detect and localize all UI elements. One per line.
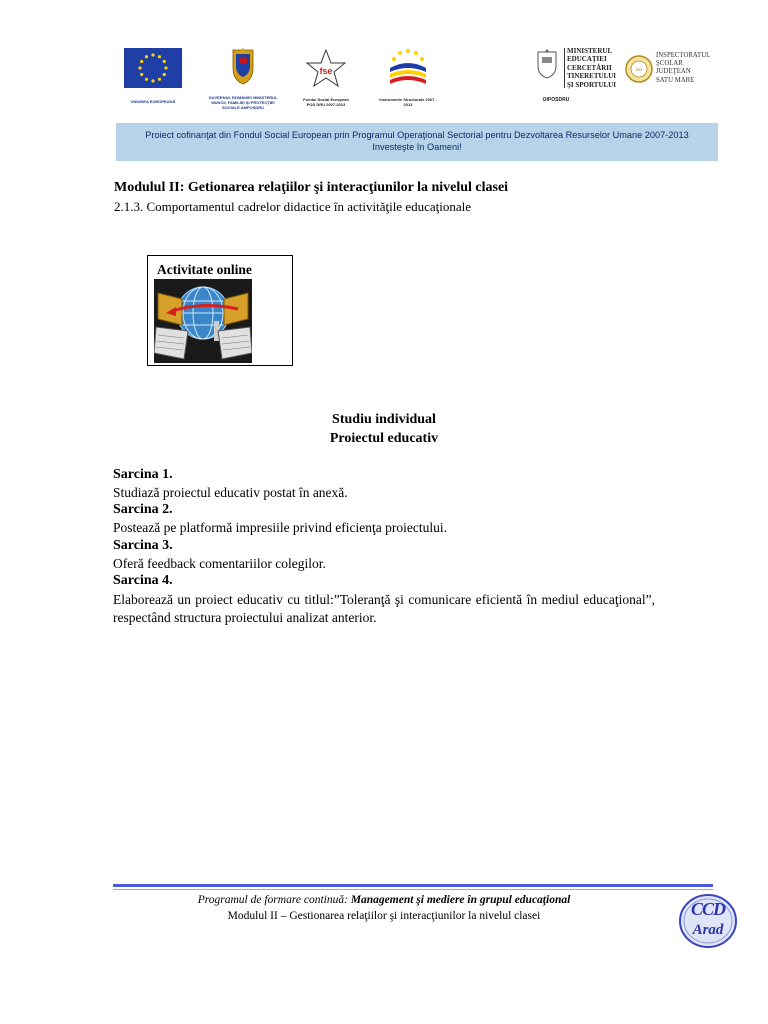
task-text-2: Postează pe platformă impresiile privind eficienţa proiectului. [113,520,448,535]
task-heading-3: Sarcina 3. [113,538,173,553]
footer-program-name: Management şi mediere în grupul educaţional [350,894,571,906]
ministry-crest-icon [534,48,560,80]
project-banner [116,123,718,161]
footer-program-prefix: Programul de formare continuă: [197,894,351,906]
government-caption: GUVERNUL ROMÂNIEI MINISTERUL MUNCII, FAMILIEI ŞI PROTECŢIEI SOCIALE AMPOSDRU [208,95,278,110]
ministry-divider [564,48,565,88]
svg-text:fse: fse [319,66,333,76]
footer-module: Modulul II – Gestionarea relaţiilor şi interacţiunilor la nivelul clasei [227,910,541,922]
footer-rule [113,884,713,887]
isj-line: INSPECTORATUL [656,52,711,59]
ccd-logo-bottom: Arad [692,922,724,938]
header-logos [0,40,768,120]
banner-line1: Proiect cofinanţat din Fondul Social European prin Programul Operaţional Sectorial pentru Dezvoltarea Resurselor Umane 2007-2013 [145,130,689,140]
isj-seal-icon [624,54,654,84]
footer-program [0,894,768,906]
oiposdru-caption: OIPOSDRU [542,97,570,103]
ccd-arad-logo [678,893,738,949]
ministry-logo [534,46,624,116]
isj-logo [624,52,724,92]
structural-instruments-icon [376,46,440,90]
task-text-4: Elaborează un proiect educativ cu titlul:”Toleranţă şi comunicare eficientă în mediul educaţional”, respectând structura proiectului analizat anterior. [113,592,655,625]
activity-online-box [147,255,293,366]
eu-flag-logo [124,48,182,104]
project-title: Proiectul educativ [329,431,439,446]
structural-instruments-logo [376,46,440,116]
task-text-1: Studiază proiectul educativ postat în anexă. [113,485,348,500]
section-title: 2.1.3. Comportamentul cadrelor didactice în activităţile educaţionale [114,199,472,214]
fse-logo [296,48,356,118]
ministry-name [567,47,616,89]
banner-line2: Investeşte în Oameni! [372,142,462,152]
ccd-logo-top: CCD [690,899,725,919]
task-text-3: Oferă feedback comentariilor colegilor. [113,556,326,571]
coat-of-arms-icon [198,46,288,88]
fse-star-icon [296,48,356,90]
ministry-line: ŞI SPORTULUI [567,80,616,89]
ministry-line: MINISTERUL [567,47,613,55]
government-logo [198,46,288,116]
isj-line: ŞCOLAR [656,60,683,68]
fse-caption: Fondul Social European POS DRU 2007-2013 [303,97,349,107]
isj-line: JUDEŢEAN [656,68,691,76]
isj-name [656,52,710,85]
eu-caption: UNIUNEA EUROPEANĂ [130,99,176,104]
task-heading-2: Sarcina 2. [113,502,173,517]
footer-rule-thin [113,889,713,890]
svg-text:ISJ: ISJ [636,67,642,72]
online-activity-icon [154,279,252,363]
task-heading-4: Sarcina 4. [113,573,173,588]
structural-caption: Instrumente Structurale 2007 - 2013 [379,97,437,107]
ministry-line: EDUCAŢIEI [567,55,607,64]
task-heading-1: Sarcina 1. [113,467,173,482]
ministry-line: CERCETĂRII [567,63,612,72]
eu-flag-icon [124,48,182,88]
ministry-line: TINERETULUI [567,72,617,81]
activity-title: Activitate online [157,262,252,277]
module-title: Modulul II: Getionarea relaţiilor şi interacţiunilor la nivelul clasei [114,180,509,195]
isj-line: SATU MARE [656,76,695,84]
study-title: Studiu individual [332,412,436,427]
